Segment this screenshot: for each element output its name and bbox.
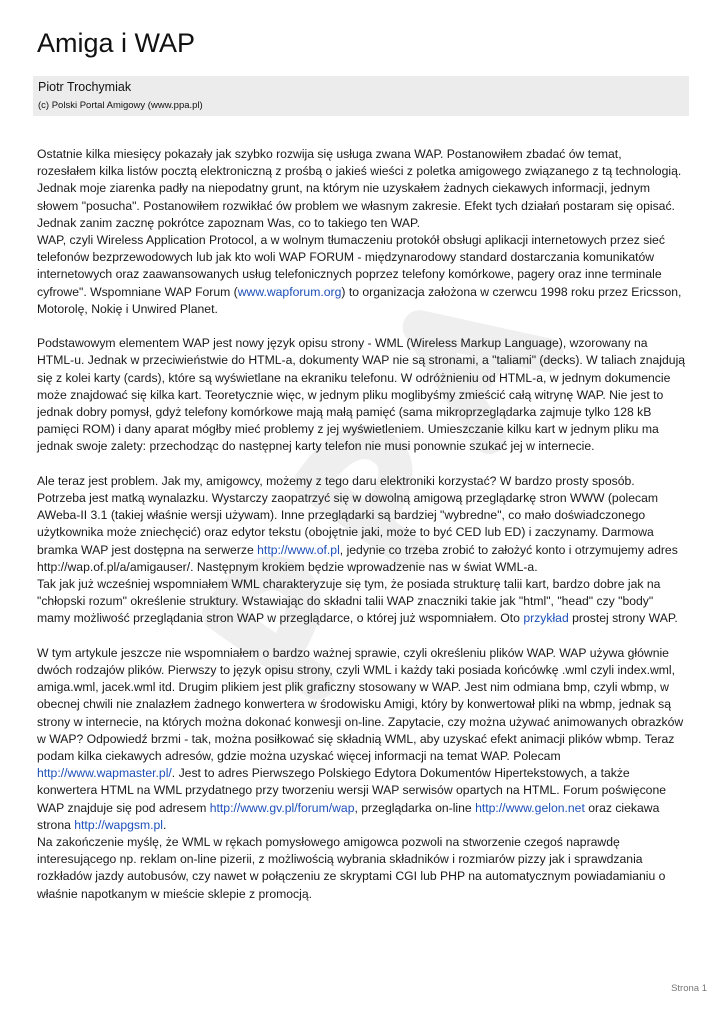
paragraph-text: W tym artykule jeszcze nie wspomniałem o bardzo ważnej sprawie, czyli określeniu plików WAP. WAP używa głównie dwóch rodzajów plików. Pierwszy to język opisu strony, czyli WML i każdy taki posiada końcówkę .wml czyli index.wml, amiga.wml, jacek.wml itd. Drugim plikiem jest plik graficzny stosowany w WAP. Jest nim odmiana bmp, czyli wbmp, w obecnej chwili nie znalazłem żadnego konwertera w środowisku Amigi, który by konwertował pliki na wbmp, jednak są strony w internecie, na których można dokonać konwesji on-line. Zapytacie, czy można używać animowanych obrazków w WAP? Odpowiedź brzmi - tak, można posiłkować się składnią WML, aby uzyskać efekt animacji plików wbmp. Teraz podam kilka ciekawych adresów, gdzie można uzyskać więcej informacji na temat WAP. Polecam <box>37 645 684 764</box>
paragraph-spacer <box>37 456 689 473</box>
link-example[interactable]: przykład <box>523 611 569 626</box>
paragraph-text: , jedynie co trzeba zrobić to założyć konto i otrzymujemy adres http://wap.of.pl/a/amigauser/. Następnym krokiem będzie wprowadzenie nas w świat WML-a. Tak jak już wcześniej wspomniałem WML charakteryzuje się tym, że posiada strukturę talii kart, bardzo dobre jak na "chłopski rozum" określenie struktury. Wstawiając do składni talii WAP znaczniki takie jak "html", "head" czy "body" mamy możliwość przeglądania stron WAP w przeglądarce, o której już wspomniałem. Oto <box>37 542 678 626</box>
paragraph-text: Ale teraz jest problem. Jak my, amigowcy, możemy z tego daru elektroniki korzystać? W bardzo prosty sposób. Potrzeba jest matką wynalazku. Wystarczy zaopatrzyć się w dowolną amigową przeglądarkę stron WWW (polecam AWeba-II 3.1 (takiej właśnie wersji używam). Inne przeglądarki są bardziej "wybredne", co mało doświadczonego użytkownika może zniechęcić) oraz edytor tekstu (obojętnie jaki, może to być CED lub ED) i zaczynamy. Darmowa bramka WAP jest dostępna na serwerze <box>37 473 659 557</box>
paragraph-conclusion: Na zakończenie myślę, że WML w rękach pomysłowego amigowca pozwoli na stworzenie czegoś naprawdę interesującego np. reklam on-line pizerii, z możliwością wybrania składników i rozmiarów pizzy jak i sprawdzania rozkładów jazdy autobusów, czy nawet w połączeniu ze skryptami CGI lub PHP na automatycznym powiadamianiu o właśnie napotkanym w mieście sklepie z promocją. <box>37 835 666 901</box>
link-gelon[interactable]: http://www.gelon.net <box>475 800 585 815</box>
paragraph-text: . Jest to adres Pierwszego Polskiego Edytora Dokumentów Hipertekstowych, a także konwertera HTML na WML przydatnego przy tworzeniu wersji WAP serwisów opartych na HTML. Forum poświęcone WAP znajduje się pod adresem <box>37 766 667 815</box>
paragraph-file-types <box>37 645 689 834</box>
link-wapmaster[interactable]: http://www.wapmaster.pl/ <box>37 766 172 781</box>
paragraph-text: WAP, czyli Wireless Application Protocol, a w wolnym tłumaczeniu protokół obsługi aplikacji internetowych przez sieć telefonów bezprzewodowych lub jak kto woli WAP FORUM - międzynarodowy standard dostarczania komunikatów internetowych oraz zaawansowanych usług telefonicznych poprzez telefony komórkowe, pagery oraz inne terminale cyfrowe". Wspomniane WAP Forum ( <box>37 233 665 299</box>
link-of-pl[interactable]: http://www.of.pl <box>257 542 340 557</box>
link-wapgsm[interactable]: http://wapgsm.pl <box>74 817 164 832</box>
article-body <box>37 146 689 903</box>
paragraph-wap-definition <box>37 232 689 318</box>
paragraph-text: oraz ciekawa strona <box>37 800 660 832</box>
paragraph-spacer <box>37 628 689 645</box>
link-gv-forum[interactable]: http://www.gv.pl/forum/wap <box>209 800 355 815</box>
paragraph-text: . <box>163 817 167 832</box>
paragraph-text: prostej strony WAP. <box>568 611 678 626</box>
paragraph-text: ) to organizacja założona w czerwcu 1998 roku przez Ericsson, Motorolę, Nokię i Unwired Planet. <box>37 284 682 316</box>
source-credit: (c) Polski Portal Amigowy (www.ppa.pl) <box>38 100 203 111</box>
paragraph-amiga-usage <box>37 473 689 628</box>
paragraph-spacer <box>37 318 689 335</box>
paragraph-wml: Podstawowym elementem WAP jest nowy język opisu strony - WML (Wireless Markup Language), wzorowany na HTML-u. Jednak w przeciwieństwie do HTML-a, dokumenty WAP nie są stronami, a "taliami" (decks). W taliach znajdują się z kolei karty (cards), które są wyświetlane na ekraniku telefonu. W odróżnieniu od HTML-a, w jednym dokumencie może znajdować się kilka kart. Teoretycznie więc, w jednym pliku moglibyśmy zmieścić całą witrynę WAP. Nie jest to jednak dobry pomysł, gdyż telefony komórkowe mają małą pamięć (sama mikroprzeglądarka zajmuje tylko 128 kB pamięci ROM) i dany aparat mógłby mieć problemy z jej wyświetleniem. Umieszczanie kilku kart w jednym pliku ma jednak swoje zalety: przechodząc do następnej karty telefon nie musi ponownie szukać jej w internecie. <box>37 336 686 454</box>
link-wapforum[interactable]: www.wapforum.org <box>237 284 342 299</box>
paragraph-intro: Ostatnie kilka miesięcy pokazały jak szybko rozwija się usługa zwana WAP. Postanowiłem zbadać ów temat, rozesłałem kilka listów pocztą elektroniczną z prośbą o jakieś wieści z poletka amigowego związanego z tą technologią. Jednak moje ziarenka padły na niepodatny grunt, na którym nie uzyskałem żadnych ciekawych informacji, jednym słowem "posucha". Postanowiłem rozwikłać ów problem we własnym zakresie. Efekt tych działań postaram się opisać. Jednak zanim zacznę pokrótce zapoznam Was, co to takiego ten WAP. <box>37 147 682 230</box>
author-name: Piotr Trochymiak <box>38 80 132 94</box>
author-info-box <box>33 76 689 116</box>
page-number: Strona 1 <box>671 983 707 994</box>
document-title: Amiga i WAP <box>37 28 196 58</box>
paragraph-text: , przeglądarka on-line <box>354 800 476 815</box>
